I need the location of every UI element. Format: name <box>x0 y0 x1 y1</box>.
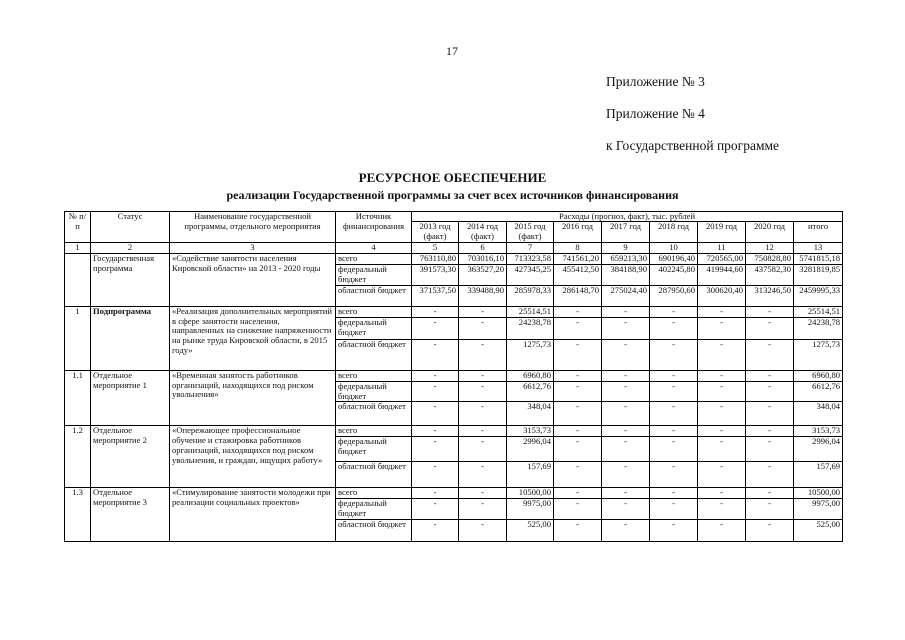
value-cell: 300620,40 <box>698 285 746 306</box>
value-cell: - <box>650 402 698 426</box>
value-cell: 6612,76 <box>507 381 554 402</box>
value-cell: 427345,25 <box>507 264 554 285</box>
page-number: 17 <box>446 44 458 58</box>
funding-source: областной бюджет <box>336 462 412 488</box>
value-cell: - <box>554 488 602 499</box>
row-number <box>65 253 91 306</box>
value-cell: - <box>459 306 507 317</box>
value-cell: - <box>412 306 459 317</box>
value-cell: - <box>746 426 794 437</box>
value-cell: 384188,90 <box>602 264 650 285</box>
total-cell: 25514,51 <box>794 306 843 317</box>
value-cell: 275024,40 <box>602 285 650 306</box>
value-cell: 287950,60 <box>650 285 698 306</box>
header-year: 2016 год <box>554 222 602 243</box>
value-cell: - <box>459 402 507 426</box>
value-cell: - <box>554 520 602 542</box>
appendix-line-2: Приложение № 4 <box>606 106 705 121</box>
document-title: РЕСУРСНОЕ ОБЕСПЕЧЕНИЕ <box>358 170 547 185</box>
total-cell: 2996,04 <box>794 437 843 462</box>
header-year: 2015 год (факт) <box>507 222 554 243</box>
value-cell: - <box>698 402 746 426</box>
index-cell: 10 <box>650 242 698 253</box>
value-cell: - <box>650 381 698 402</box>
value-cell: 6960,80 <box>507 370 554 381</box>
value-cell: - <box>650 462 698 488</box>
value-cell: 285978,33 <box>507 285 554 306</box>
value-cell: 713323,58 <box>507 253 554 264</box>
total-cell: 3153,73 <box>794 426 843 437</box>
value-cell: - <box>412 402 459 426</box>
value-cell: 363527,20 <box>459 264 507 285</box>
value-cell: - <box>602 520 650 542</box>
funding-source: областной бюджет <box>336 402 412 426</box>
value-cell: 763110,80 <box>412 253 459 264</box>
row-measure-name: «Временная занятость работников организаций, находящихся под риском увольнения» <box>170 370 336 426</box>
value-cell: 157,69 <box>507 462 554 488</box>
value-cell: 741561,20 <box>554 253 602 264</box>
index-cell: 12 <box>746 242 794 253</box>
value-cell: - <box>554 317 602 339</box>
index-cell: 4 <box>336 242 412 253</box>
header-expenses: Расходы (прогноз, факт), тыс. рублей <box>412 212 843 222</box>
value-cell: 9975,00 <box>507 499 554 520</box>
index-row <box>65 242 843 253</box>
value-cell: 525,00 <box>507 520 554 542</box>
total-cell: 3281819,85 <box>794 264 843 285</box>
total-cell: 6612,76 <box>794 381 843 402</box>
funding-source: всего <box>336 426 412 437</box>
value-cell: - <box>698 520 746 542</box>
index-cell: 9 <box>602 242 650 253</box>
value-cell: - <box>602 437 650 462</box>
row-measure-name: «Опережающее профессиональное обучение и стажировка работников организаций, находящихся под риском увольнения, и граждан, ищущих работу» <box>170 426 336 488</box>
funding-source: всего <box>336 306 412 317</box>
header-year: 2017 год <box>602 222 650 243</box>
row-number: 1.1 <box>65 370 91 426</box>
value-cell: - <box>746 402 794 426</box>
value-cell: - <box>602 370 650 381</box>
table-row <box>65 370 843 381</box>
value-cell: - <box>412 520 459 542</box>
header-year: 2018 год <box>650 222 698 243</box>
value-cell: - <box>698 499 746 520</box>
index-cell: 6 <box>459 242 507 253</box>
funding-source: федеральный бюджет <box>336 264 412 285</box>
value-cell: - <box>554 437 602 462</box>
row-number: 1 <box>65 306 91 370</box>
value-cell: - <box>698 306 746 317</box>
value-cell: 339488,90 <box>459 285 507 306</box>
index-cell: 1 <box>65 242 91 253</box>
value-cell: - <box>554 306 602 317</box>
row-measure-name: «Содействие занятости населения Кировской области» на 2013 - 2020 годы <box>170 253 336 306</box>
value-cell: - <box>459 339 507 370</box>
value-cell: - <box>412 437 459 462</box>
row-measure-name: «Стимулирование занятости молодежи при реализации социальных проектов» <box>170 488 336 542</box>
value-cell: 750828,80 <box>746 253 794 264</box>
funding-source: всего <box>336 253 412 264</box>
value-cell: - <box>459 499 507 520</box>
header-status: Статус <box>91 212 170 243</box>
value-cell: - <box>459 437 507 462</box>
value-cell: - <box>602 402 650 426</box>
value-cell: - <box>746 381 794 402</box>
index-cell: 11 <box>698 242 746 253</box>
value-cell: 2996,04 <box>507 437 554 462</box>
row-status: Отдельное мероприятие 1 <box>91 370 170 426</box>
value-cell: - <box>412 499 459 520</box>
total-cell: 9975,00 <box>794 499 843 520</box>
value-cell: - <box>554 402 602 426</box>
value-cell: - <box>650 437 698 462</box>
resource-table <box>64 211 843 542</box>
funding-source: федеральный бюджет <box>336 381 412 402</box>
funding-source: федеральный бюджет <box>336 317 412 339</box>
value-cell: - <box>746 339 794 370</box>
total-cell: 157,69 <box>794 462 843 488</box>
funding-source: областной бюджет <box>336 339 412 370</box>
value-cell: - <box>746 317 794 339</box>
value-cell: - <box>412 462 459 488</box>
index-cell: 8 <box>554 242 602 253</box>
funding-source: областной бюджет <box>336 285 412 306</box>
value-cell: - <box>412 317 459 339</box>
header-total: итого <box>794 222 843 243</box>
funding-source: федеральный бюджет <box>336 437 412 462</box>
value-cell: 348,04 <box>507 402 554 426</box>
value-cell: 720565,00 <box>698 253 746 264</box>
value-cell: - <box>412 339 459 370</box>
header-year: 2020 год <box>746 222 794 243</box>
value-cell: - <box>459 426 507 437</box>
value-cell: 437582,30 <box>746 264 794 285</box>
value-cell: 1275,73 <box>507 339 554 370</box>
value-cell: - <box>602 317 650 339</box>
value-cell: - <box>554 381 602 402</box>
value-cell: - <box>698 381 746 402</box>
table-row <box>65 426 843 437</box>
value-cell: - <box>650 520 698 542</box>
value-cell: - <box>698 488 746 499</box>
header-year: 2013 год (факт) <box>412 222 459 243</box>
value-cell: 402245,80 <box>650 264 698 285</box>
value-cell: - <box>746 520 794 542</box>
appendix-line-1: Приложение № 3 <box>606 74 705 89</box>
funding-source: всего <box>336 370 412 381</box>
value-cell: - <box>459 462 507 488</box>
index-cell: 13 <box>794 242 843 253</box>
value-cell: - <box>412 426 459 437</box>
value-cell: - <box>412 370 459 381</box>
header-row <box>65 212 843 222</box>
table-row <box>65 306 843 317</box>
value-cell: - <box>650 306 698 317</box>
value-cell: 24238,78 <box>507 317 554 339</box>
value-cell: - <box>746 462 794 488</box>
total-cell: 348,04 <box>794 402 843 426</box>
value-cell: - <box>459 520 507 542</box>
value-cell: 10500,00 <box>507 488 554 499</box>
header-year: 2019 год <box>698 222 746 243</box>
value-cell: - <box>746 306 794 317</box>
header-name: Наименование государственной программы, отдельного мероприятия <box>170 212 336 243</box>
value-cell: - <box>650 339 698 370</box>
value-cell: 286148,70 <box>554 285 602 306</box>
total-cell: 2459995,33 <box>794 285 843 306</box>
total-cell: 10500,00 <box>794 488 843 499</box>
value-cell: - <box>554 339 602 370</box>
row-status: Отдельное мероприятие 3 <box>91 488 170 542</box>
value-cell: - <box>459 381 507 402</box>
table-row <box>65 253 843 264</box>
value-cell: - <box>602 306 650 317</box>
value-cell: - <box>602 499 650 520</box>
value-cell: - <box>746 499 794 520</box>
row-number: 1.3 <box>65 488 91 542</box>
value-cell: - <box>602 488 650 499</box>
funding-source: областной бюджет <box>336 520 412 542</box>
value-cell: 703016,10 <box>459 253 507 264</box>
value-cell: - <box>650 488 698 499</box>
value-cell: 419944,60 <box>698 264 746 285</box>
appendix-line-3: к Государственной программе <box>606 138 780 153</box>
value-cell: 371537,50 <box>412 285 459 306</box>
value-cell: - <box>698 462 746 488</box>
index-cell: 5 <box>412 242 459 253</box>
document-subtitle: реализации Государственной программы за счет всех источников финансирования <box>226 188 679 202</box>
value-cell: 3153,73 <box>507 426 554 437</box>
value-cell: - <box>698 426 746 437</box>
row-status: Отдельное мероприятие 2 <box>91 426 170 488</box>
row-measure-name: «Реализация дополнительных мероприятий в сфере занятости населения, направленных на снижение напряженности на рынке труда Кировской области, в 2015 году» <box>170 306 336 370</box>
value-cell: - <box>650 426 698 437</box>
value-cell: - <box>602 339 650 370</box>
value-cell: 659213,30 <box>602 253 650 264</box>
header-year: 2014 год (факт) <box>459 222 507 243</box>
row-status: Государственная программа <box>91 253 170 306</box>
value-cell: - <box>746 370 794 381</box>
value-cell: - <box>554 499 602 520</box>
value-cell: 391573,30 <box>412 264 459 285</box>
value-cell: - <box>698 370 746 381</box>
value-cell: - <box>650 317 698 339</box>
value-cell: - <box>554 370 602 381</box>
funding-source: федеральный бюджет <box>336 499 412 520</box>
total-cell: 525,00 <box>794 520 843 542</box>
value-cell: - <box>412 381 459 402</box>
total-cell: 6960,80 <box>794 370 843 381</box>
value-cell: - <box>602 426 650 437</box>
value-cell: 25514,51 <box>507 306 554 317</box>
value-cell: 313246,50 <box>746 285 794 306</box>
value-cell: - <box>698 339 746 370</box>
value-cell: - <box>746 437 794 462</box>
index-cell: 7 <box>507 242 554 253</box>
value-cell: - <box>459 488 507 499</box>
header-num: № п/п <box>65 212 91 243</box>
value-cell: 455412,50 <box>554 264 602 285</box>
value-cell: - <box>459 370 507 381</box>
value-cell: - <box>746 488 794 499</box>
funding-source: всего <box>336 488 412 499</box>
value-cell: - <box>459 317 507 339</box>
table-row <box>65 488 843 499</box>
value-cell: - <box>698 317 746 339</box>
value-cell: - <box>650 370 698 381</box>
value-cell: - <box>650 499 698 520</box>
row-status: Подпрограмма <box>91 306 170 370</box>
value-cell: - <box>554 426 602 437</box>
index-cell: 2 <box>91 242 170 253</box>
value-cell: - <box>412 488 459 499</box>
total-cell: 1275,73 <box>794 339 843 370</box>
index-cell: 3 <box>170 242 336 253</box>
value-cell: - <box>554 462 602 488</box>
value-cell: - <box>698 437 746 462</box>
total-cell: 5741815,18 <box>794 253 843 264</box>
header-source: Источник финансирования <box>336 212 412 243</box>
value-cell: 690196,40 <box>650 253 698 264</box>
value-cell: - <box>602 381 650 402</box>
total-cell: 24238,78 <box>794 317 843 339</box>
row-number: 1.2 <box>65 426 91 488</box>
value-cell: - <box>602 462 650 488</box>
